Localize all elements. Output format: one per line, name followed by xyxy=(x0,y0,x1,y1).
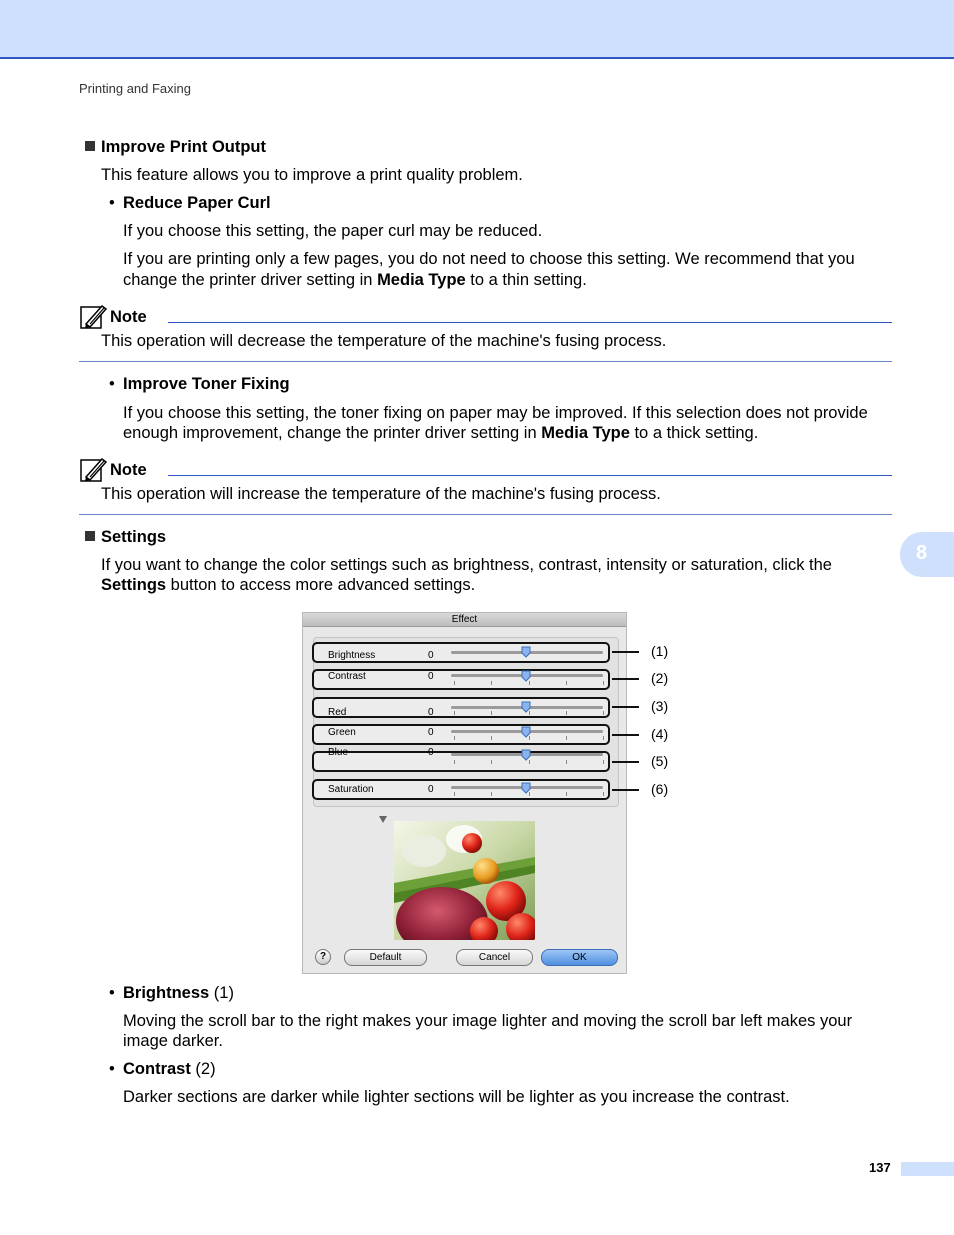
square-bullet-icon xyxy=(85,531,95,541)
slider-value: 0 xyxy=(428,727,434,738)
bullet-icon: • xyxy=(109,984,115,1002)
note-pencil-icon xyxy=(80,304,108,330)
note-1-divider xyxy=(79,361,892,362)
page-number-bar xyxy=(901,1162,954,1176)
bullet-icon: • xyxy=(109,194,115,212)
note-2-label: Note xyxy=(110,461,147,479)
reduce-paper-curl-p1: If you choose this setting, the paper curl may be reduced. xyxy=(123,222,543,240)
callout-leader xyxy=(612,734,639,736)
note-2-text: This operation will increase the temperature of the machine's fusing process. xyxy=(101,485,661,503)
slider-ticks xyxy=(454,736,604,740)
slider-row-blue xyxy=(312,747,610,772)
note-1-header xyxy=(80,304,180,330)
callout-leader xyxy=(612,789,639,791)
section-improve-print-output-heading: Improve Print Output xyxy=(85,137,266,158)
slider-value: 0 xyxy=(428,650,434,661)
square-bullet-icon xyxy=(85,141,95,151)
callout-6: (6) xyxy=(651,781,669,797)
note-1-label: Note xyxy=(110,308,147,326)
slider-row-brightness xyxy=(312,642,610,663)
dialog-title: Effect xyxy=(303,613,626,627)
header-band xyxy=(0,0,954,59)
slider-ticks xyxy=(454,760,604,764)
note-pencil-icon xyxy=(80,457,108,483)
slider-row-green xyxy=(312,724,610,745)
slider-row-contrast xyxy=(312,669,610,690)
callout-leader xyxy=(612,678,639,680)
chapter-tab: 8 xyxy=(900,532,954,577)
slider-label: Blue xyxy=(328,747,349,758)
contrast-heading: • Contrast (2) xyxy=(109,1060,216,1078)
slider-value: 0 xyxy=(428,747,434,758)
callout-1: (1) xyxy=(651,643,669,659)
reduce-paper-curl-p2-line2: change the printer driver setting in Media Type to a thin setting. xyxy=(123,271,587,289)
preview-image xyxy=(394,821,535,940)
slider-label: Saturation xyxy=(328,784,374,795)
slider-value: 0 xyxy=(428,671,434,682)
note-2-rule xyxy=(168,475,892,476)
breadcrumb: Printing and Faxing xyxy=(79,81,192,96)
brightness-line1: Moving the scroll bar to the right makes your image lighter and moving the scroll bar left makes your xyxy=(123,1012,853,1030)
slider-ticks xyxy=(454,711,604,715)
brightness-line2: image darker. xyxy=(123,1032,223,1050)
slider-row-red xyxy=(312,697,610,718)
reduce-paper-curl-p2-line1: If you are printing only a few pages, you do not need to choose this setting. We recommend that you xyxy=(123,250,855,268)
slider-label: Red xyxy=(328,707,347,718)
default-button[interactable]: Default xyxy=(344,949,427,966)
section-settings-heading: Settings xyxy=(85,527,166,548)
improve-toner-fixing-line1: If you choose this setting, the toner fixing on paper may be improved. If this selection does not provide xyxy=(123,404,868,422)
slider-row-saturation xyxy=(312,779,610,800)
improve-toner-fixing-heading: • Improve Toner Fixing xyxy=(109,375,290,393)
effect-dialog xyxy=(302,612,627,974)
settings-line1: If you want to change the color settings such as brightness, contrast, intensity or saturation, click the xyxy=(101,556,832,574)
callout-leader xyxy=(612,761,639,763)
slider-label: Brightness xyxy=(328,650,376,661)
page-number: 137 xyxy=(869,1160,891,1175)
help-button[interactable]: ? xyxy=(315,949,331,965)
slider-value: 0 xyxy=(428,784,434,795)
callout-5: (5) xyxy=(651,753,669,769)
slider-label: Contrast xyxy=(328,671,366,682)
callout-leader xyxy=(612,651,639,653)
cancel-button[interactable]: Cancel xyxy=(456,949,533,966)
note-2-divider xyxy=(79,514,892,515)
slider-thumb-icon[interactable] xyxy=(521,646,531,658)
reduce-paper-curl-heading: • Reduce Paper Curl xyxy=(109,194,271,212)
slider-ticks xyxy=(454,792,604,796)
note-1-rule xyxy=(168,322,892,323)
bullet-icon: • xyxy=(109,1060,115,1078)
settings-line2: Settings button to access more advanced settings. xyxy=(101,576,476,594)
ok-button[interactable]: OK xyxy=(541,949,618,966)
disclosure-triangle-icon[interactable] xyxy=(379,816,387,823)
callout-2: (2) xyxy=(651,670,669,686)
contrast-text: Darker sections are darker while lighter sections will be lighter as you increase the contrast. xyxy=(123,1088,790,1106)
bullet-icon: • xyxy=(109,375,115,393)
callout-4: (4) xyxy=(651,726,669,742)
note-2-header xyxy=(80,457,180,483)
slider-label: Green xyxy=(328,727,356,738)
brightness-heading: • Brightness (1) xyxy=(109,984,234,1002)
callout-leader xyxy=(612,706,639,708)
slider-value: 0 xyxy=(428,707,434,718)
callout-3: (3) xyxy=(651,698,669,714)
slider-ticks xyxy=(454,681,604,685)
improve-toner-fixing-line2: enough improvement, change the printer driver setting in Media Type to a thick setting. xyxy=(123,424,759,442)
note-1-text: This operation will decrease the temperature of the machine's fusing process. xyxy=(101,332,667,350)
improve-print-output-intro: This feature allows you to improve a print quality problem. xyxy=(101,166,523,184)
